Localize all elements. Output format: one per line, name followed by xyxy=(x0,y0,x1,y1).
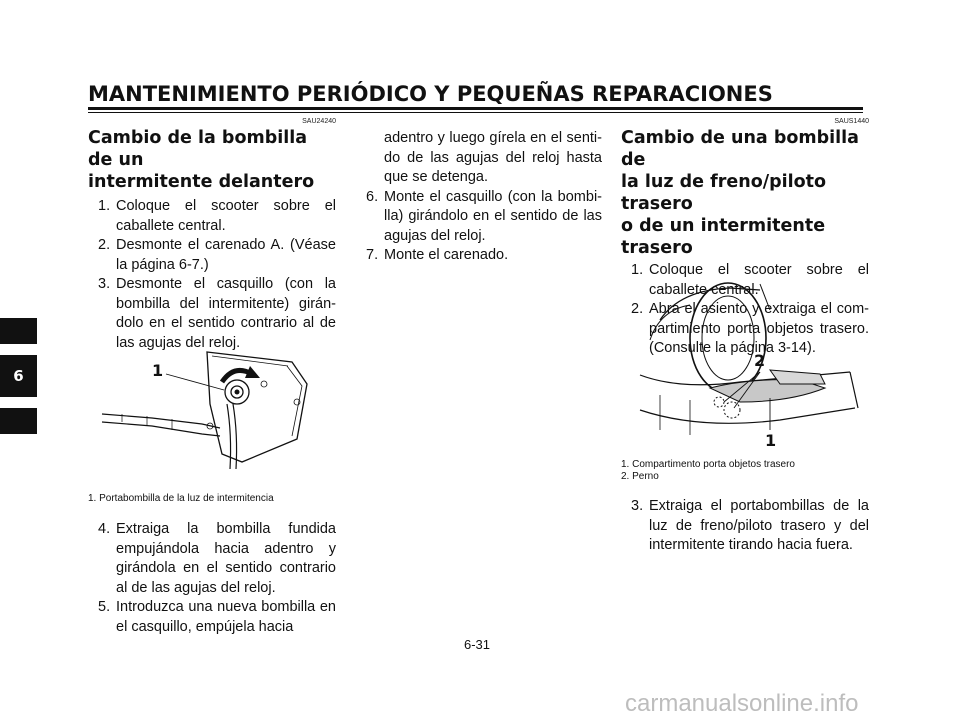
step-number: 7. xyxy=(366,247,379,263)
caption-line: 2. Perno xyxy=(621,471,659,482)
page-number: 6-31 xyxy=(464,637,491,652)
step-list xyxy=(88,197,336,353)
left-column xyxy=(88,118,336,353)
section-code: SAU24240 xyxy=(302,118,336,125)
step-number: 3. xyxy=(631,498,644,514)
step-number: 6. xyxy=(366,188,379,205)
section-heading-line: Cambio de la bombilla de un xyxy=(88,128,308,170)
step-text: Extraiga la bombilla fundida empujándola hacia adentro y girándola en el sentido contrario al de las agujas del reloj. xyxy=(116,521,336,596)
caption-line: 1. Compartimento porta objetos trasero xyxy=(621,459,795,470)
step-text: Desmonte el carenado A. (Véase la página 6-7.) xyxy=(116,237,336,273)
step-number: 2. xyxy=(631,301,644,317)
step-item xyxy=(98,197,336,236)
header-rule-thin xyxy=(88,112,863,113)
section-code: SAUS1440 xyxy=(834,118,869,125)
figure-caption xyxy=(621,459,881,483)
continuation-text: adentro y luego gírela en el senti-do de las agujas del reloj hasta que se detenga. xyxy=(384,130,602,185)
rear-storage-compartment-figure xyxy=(620,280,870,455)
step-text: Coloque el scooter sobre el caballete central. xyxy=(649,262,869,298)
step-text: Monte el casquillo (con la bombi-lla) girándolo en el sentido de las agujas del reloj. xyxy=(384,188,602,244)
step-item xyxy=(98,236,336,275)
step-item xyxy=(98,598,336,637)
step-number: 1. xyxy=(98,198,111,214)
step-text: Coloque el scooter sobre el caballete central. xyxy=(116,198,336,234)
section-heading-line: Cambio de una bombilla de xyxy=(621,128,859,170)
section-heading-line: o de un intermitente trasero xyxy=(621,216,826,258)
step-text: Desmonte el casquillo (con la bombilla del intermitente) girán-dolo en el sentido contrario al de las agujas del reloj. xyxy=(116,276,336,351)
chapter-tab xyxy=(0,355,37,397)
middle-column xyxy=(356,129,602,266)
section-heading-line: la luz de freno/piloto trasero xyxy=(621,172,827,214)
turn-signal-bulb-figure xyxy=(92,344,322,474)
step-number: 4. xyxy=(98,521,111,537)
step-number: 3. xyxy=(98,276,111,292)
section-heading xyxy=(88,127,336,193)
step-item xyxy=(98,520,336,598)
step-item xyxy=(631,497,869,556)
section-heading xyxy=(621,127,869,259)
step-text: Monte el carenado. xyxy=(384,247,509,263)
side-tab-bar-lower xyxy=(0,408,37,434)
page-header-title: MANTENIMIENTO PERIÓDICO Y PEQUEÑAS REPARACIONES xyxy=(88,82,773,106)
figure-caption: 1. Portabombilla de la luz de intermitencia xyxy=(88,493,274,504)
step-item xyxy=(98,275,336,353)
figure-callout-1: 1 xyxy=(152,361,164,380)
side-tab-bar-upper xyxy=(0,318,37,344)
step-number: 2. xyxy=(98,237,111,253)
step-number: 5. xyxy=(98,599,111,615)
section-heading-line: intermitente delantero xyxy=(88,172,315,192)
step-number: 1. xyxy=(631,262,644,278)
step-text: Extraiga el portabombillas de la luz de freno/piloto trasero y del intermitente tirando hacia fuera. xyxy=(649,498,869,553)
figure-callout-1: 1 xyxy=(765,431,777,450)
header-rule-thick xyxy=(88,107,863,110)
watermark-text: carmanualsonline.info xyxy=(625,690,859,717)
step-list xyxy=(98,520,336,637)
step-item xyxy=(366,246,602,266)
step-text: Introduzca una nueva bombilla en el casquillo, empújela hacia xyxy=(116,599,336,635)
step-item xyxy=(366,188,602,247)
step-text: Abra el asiento y extraiga el com-partimiento porta objetos trasero. (Consulte la página 3-14). xyxy=(649,301,869,356)
figure-callout-2: 2 xyxy=(754,351,766,370)
step-list xyxy=(631,497,869,556)
chapter-tab-label: 6 xyxy=(13,367,24,385)
